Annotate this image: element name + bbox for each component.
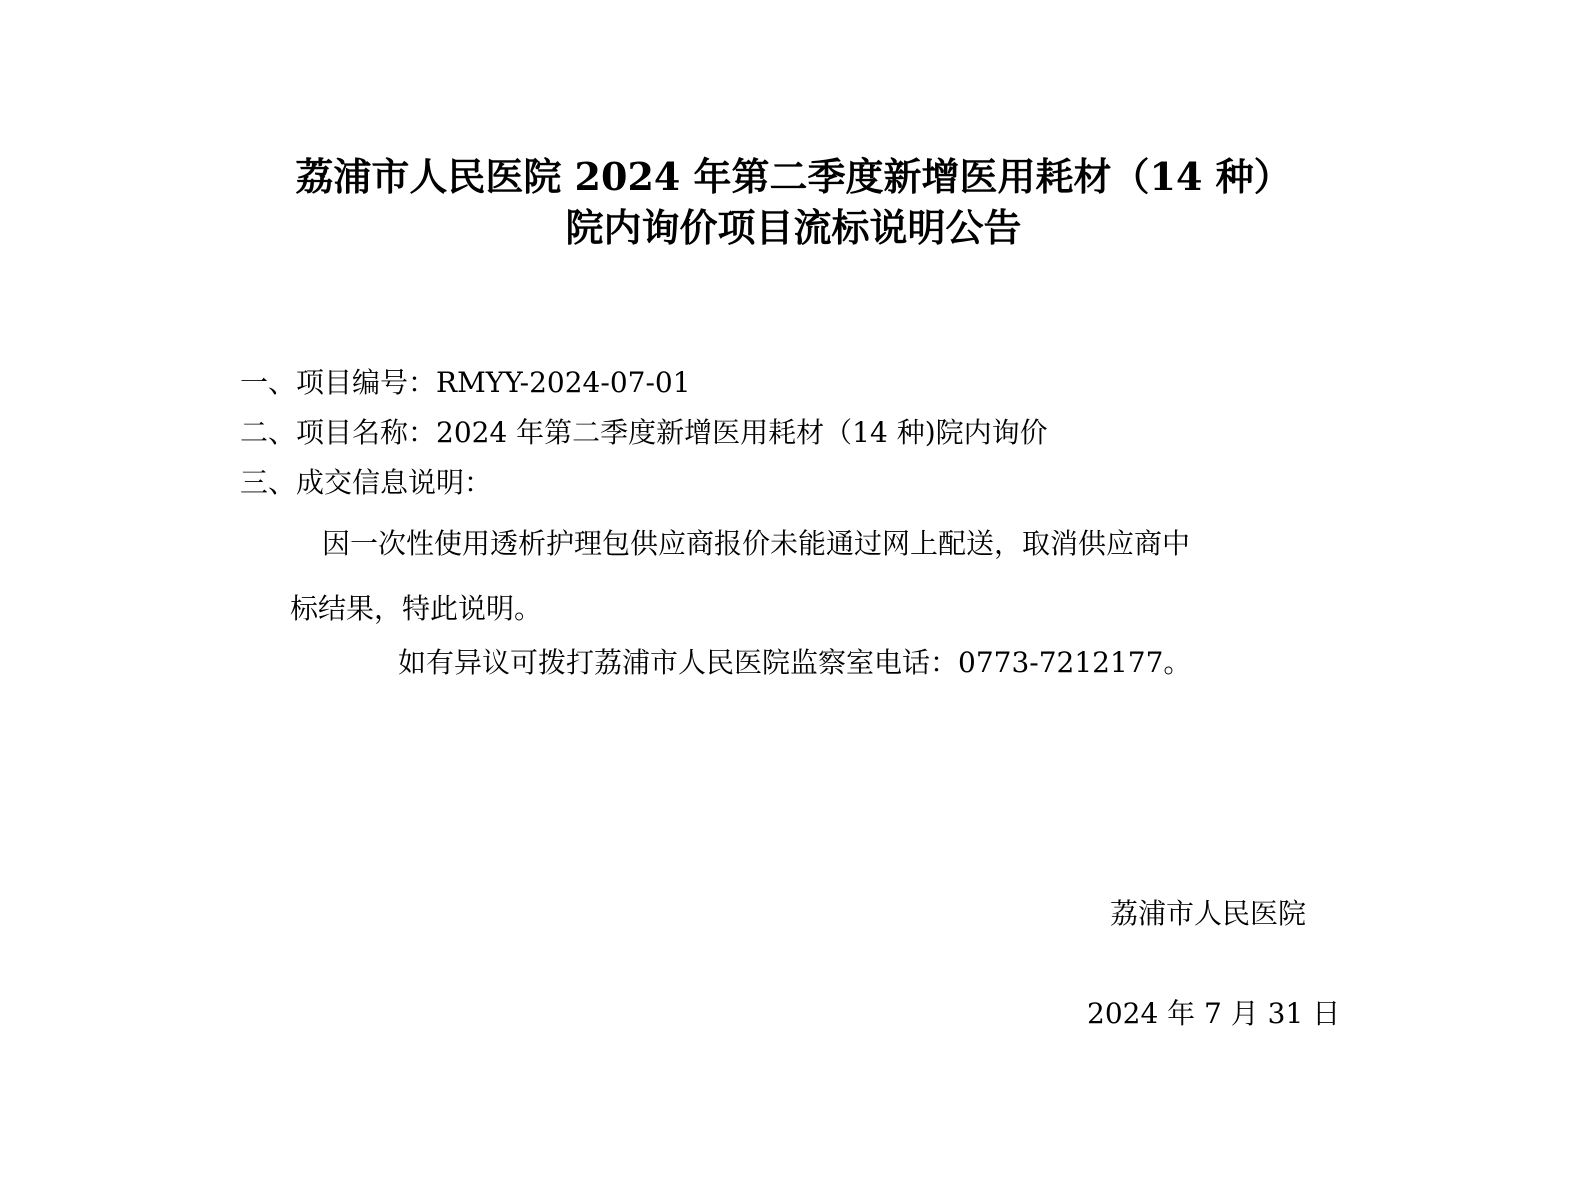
signature-date: 2024 年 7 月 31 日 (1087, 997, 1341, 1030)
contact-info: 如有异议可拨打荔浦市人民医院监察室电话：0773-7212177。 (398, 646, 1192, 679)
project-name: 二、项目名称：2024 年第二季度新增医用耗材（14 种)院内询价 (240, 416, 1048, 449)
project-number: 一、项目编号：RMYY-2024-07-01 (240, 366, 691, 399)
page-title-line1: 荔浦市人民医院 2024 年第二季度新增医用耗材（14 种） (295, 154, 1292, 199)
page-title-line2: 院内询价项目流标说明公告 (565, 205, 1022, 250)
signature-organization: 荔浦市人民医院 (1110, 897, 1307, 930)
transaction-info-heading: 三、成交信息说明： (240, 466, 493, 499)
explanation-paragraph-line2: 标结果，特此说明。 (290, 592, 543, 625)
explanation-paragraph-line1: 因一次性使用透析护理包供应商报价未能通过网上配送，取消供应商中 (322, 527, 1191, 560)
